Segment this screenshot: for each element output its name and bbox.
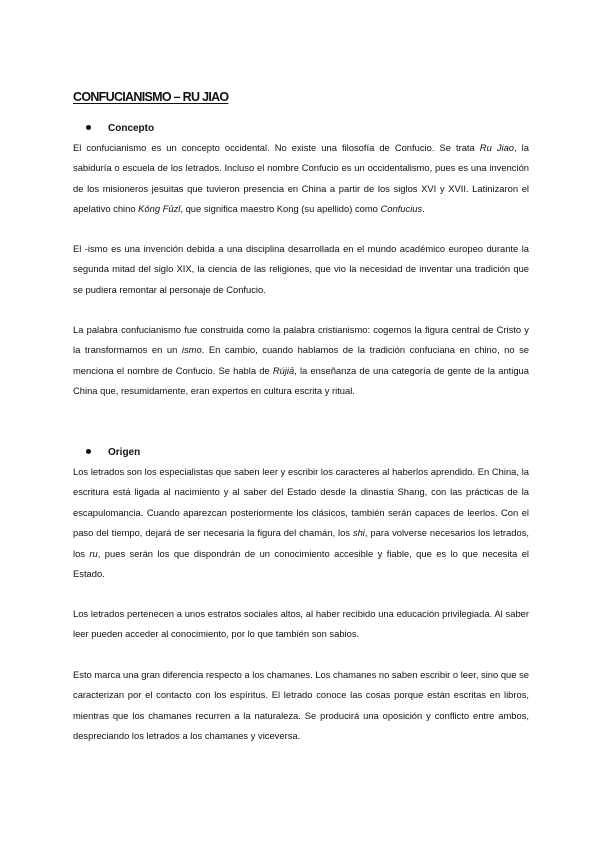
- section-heading-label: Concepto: [108, 123, 155, 134]
- paragraph: Los letrados son los especialistas que saben leer y escribir los caracteres al haberlos aprendido. En China, la escritura está ligada al nacimiento y al saber del Estado desde la dinastía Shang, con las prácticas de la escapulomancia. Cuando aparezcan posteriormente los clásicos, también serán capaces de leerlos. Con el paso del tiempo, dejará de ser necesaria la figura del chamán, los shi, para volverse necesarios los letrados, los ru, pues serán los que dispondrán de un conocimiento accesible y fiable, que es lo que necesita el Estado.: [73, 466, 529, 580]
- document-title: CONFUCIANISMO – RU JIAO: [73, 90, 229, 104]
- bullet-icon: [86, 449, 91, 454]
- paragraph: Esto marca una gran diferencia respecto a los chamanes. Los chamanes no saben escribir o leer, sino que se caracterizan por el contacto con los espíritus. El letrado conoce las cosas porque están escritas en libros, mientras que los chamanes recurren a la naturaleza. Se producirá una oposición y conflicto entre ambos, despreciando los letrados a los chamanes y viceversa.: [73, 669, 529, 742]
- italic-term: Kǒng Fūzǐ: [138, 203, 181, 215]
- section-heading-origen: [86, 447, 140, 458]
- italic-term: Rújiā: [272, 364, 295, 376]
- paragraph: El confucianismo es un concepto occidental. No existe una filosofía de Confucio. Se trata Ru Jiao, la sabiduría o escuela de los letrados. Incluso el nombre Confucio es un occidentalismo, pues es una invención de los misioneros jesuitas que tuvieron presencia en China a partir de los siglos XVI y XVII. Latinizaron el apelativo chino Kǒng Fūzǐ, que significa maestro Kong (su apellido) como Confucius.: [73, 142, 529, 215]
- italic-term: Ru Jiao: [479, 142, 515, 153]
- italic-term: Confucius: [380, 203, 423, 215]
- bullet-icon: [86, 125, 91, 130]
- paragraph: El -ismo es una invención debida a una disciplina desarrollada en el mundo académico europeo durante la segunda mitad del siglo XIX, la ciencia de las religiones, que vio la necesidad de inventar una tradición que se pudiera remontar al personaje de Confucio.: [73, 243, 529, 295]
- section-heading-concepto: [86, 123, 154, 134]
- italic-term: shi: [352, 527, 365, 539]
- section-heading-label: Origen: [108, 447, 141, 458]
- paragraph: La palabra confucianismo fue construida como la palabra cristianismo: cogemos la figura central de Cristo y la transformamos en un ismo. En cambio, cuando hablamos de la tradición confuciana en chino, no se menciona el nombre de Confucio. Se habla de Rújiā, la enseñanza de una categoría de gente de la antigua China que, resumidamente, eran expertos en cultura escrita y ritual.: [73, 324, 529, 397]
- italic-term: ismo: [181, 344, 202, 356]
- paragraph: Los letrados pertenecen a unos estratos sociales altos, al haber recibido una educación privilegiada. Al saber leer pueden acceder al conocimiento, por lo que también son sabios.: [73, 608, 529, 640]
- italic-term: ru: [89, 547, 98, 559]
